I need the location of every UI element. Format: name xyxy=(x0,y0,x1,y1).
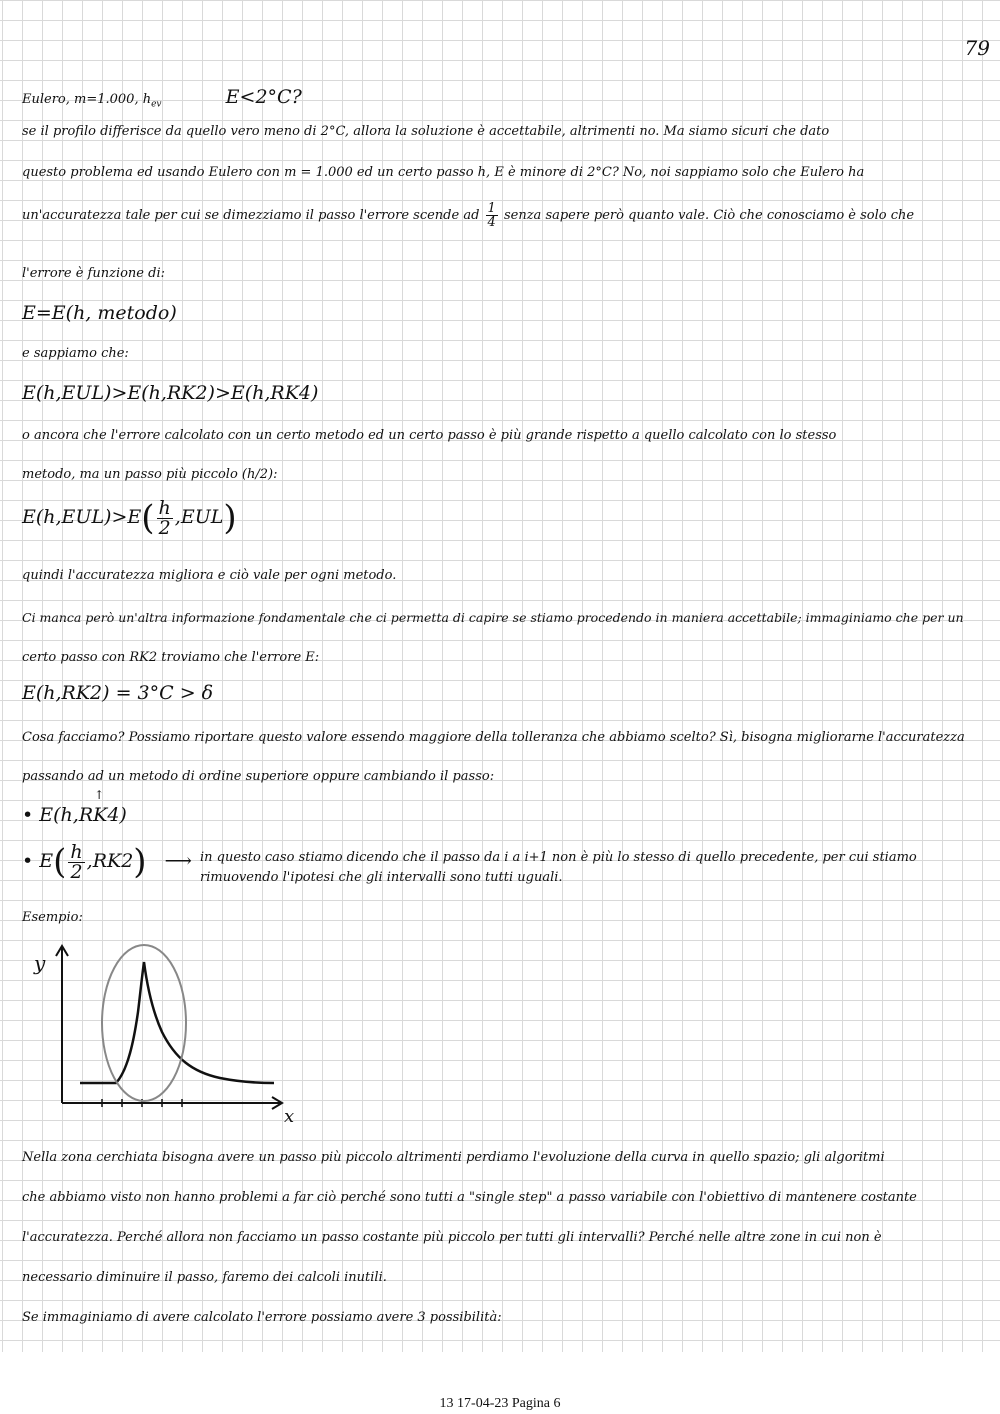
formula-half-step-a: E(h,EUL)>E xyxy=(22,506,142,528)
arrow-right-icon: ⟶ xyxy=(164,850,192,872)
fraction-denominator: 2 xyxy=(158,516,171,539)
text-line-10: metodo, ma un passo più piccolo (h/2): xyxy=(22,467,278,482)
text-para-5: Se immaginiamo di avere calcolato l'errore possiamo avere 3 possibilità: xyxy=(22,1310,502,1325)
text-para-2: che abbiamo visto non hanno problemi a far ciò perché sono tutti a "single step" a passo variabile con l'obiettivo di mantenere costante xyxy=(22,1190,917,1205)
fraction-h-over-2 xyxy=(68,840,84,883)
fraction-denominator: 2 xyxy=(70,860,83,883)
text-line-4b: senza sapere però quanto vale. Ciò che conosciamo è solo che xyxy=(503,208,915,223)
x-axis-label: x xyxy=(284,1106,295,1125)
fraction-numerator: 1 xyxy=(487,201,496,216)
formula-error-ordering: E(h,EUL)>E(h,RK2)>E(h,RK4) xyxy=(22,382,319,404)
fraction-numerator: h xyxy=(70,840,83,863)
bullet-dot: • xyxy=(22,850,34,872)
text-line-4 xyxy=(22,202,914,229)
formula-error-function: E=E(h, metodo) xyxy=(22,302,177,324)
page-footer: 13 17-04-23 Pagina 6 xyxy=(439,1396,561,1411)
formula-rk2-error: E(h,RK2) = 3°C > δ xyxy=(22,682,214,704)
text-line-17: passando ad un metodo di ordine superiore oppure cambiando il passo: xyxy=(22,769,495,784)
formula-half-step-b: ,EUL xyxy=(174,506,224,528)
text-line-2: se il profilo differisce da quello vero meno di 2°C, allora la soluzione è accettabile, altrimenti no. Ma siamo sicuri che dato xyxy=(22,124,830,139)
bullet-rk4 xyxy=(22,804,127,826)
text-line-9: o ancora che l'errore calcolato con un certo metodo ed un certo passo è più grande rispetto a quello calcolato con lo stesso xyxy=(22,428,837,443)
bullet-rk2-pre: E xyxy=(39,850,54,872)
text-line-14: certo passo con RK2 troviamo che l'errore E: xyxy=(22,650,320,665)
fraction-h-over-2 xyxy=(157,496,173,539)
text-line-7: e sappiamo che: xyxy=(22,346,129,361)
text-para-3: l'accuratezza. Perché allora non facciamo un passo costante più piccolo per tutti gli intervalli? Perché nelle altre zone in cui non è xyxy=(22,1230,882,1245)
fraction-one-quarter xyxy=(486,202,498,229)
fraction-numerator: h xyxy=(158,496,171,519)
bullet-rk2-half-step: • E( $\frac{h}{2}$ ,RK2) ⟶ xyxy=(22,840,192,883)
text-line-3: questo problema ed usando Eulero con m = 1.000 ed un certo passo h, E è minore di 2°C? No, noi sappiamo solo che Eulero ha xyxy=(22,165,865,180)
line-eulero-text: Eulero, m=1.000, h xyxy=(22,92,152,107)
text-line-13: Ci manca però un'altra informazione fondamentale che ci permetta di capire se stiamo procedendo in maniera accettabile; immaginiamo che per un xyxy=(22,610,964,625)
bullet-rk4-pre: E(h, xyxy=(39,804,79,826)
note-line-2: rimuovendo l'ipotesi che gli intervalli sono tutti uguali. xyxy=(200,870,563,885)
text-para-4: necessario diminuire il passo, faremo dei calcoli inutili. xyxy=(22,1270,387,1285)
note-line-1: in questo caso stiamo dicendo che il passo da i a i+1 non è più lo stesso di quello precedente, per cui stiamo xyxy=(200,850,917,865)
line-eulero: Eulero, m=1.000, $h_{ev}$ E<2°C? xyxy=(22,86,302,110)
text-line-16: Cosa facciamo? Possiamo riportare questo valore essendo maggiore della tolleranza che abbiamo scelto? Sì, bisogna migliorarne l'accuratezza xyxy=(22,730,965,745)
text-line-4a: un'accuratezza tale per cui se dimezziamo il passo l'errore scende ad xyxy=(22,208,480,223)
text-line-12: quindi l'accuratezza migliora e ciò vale per ogni metodo. xyxy=(22,568,397,583)
fraction-denominator: 4 xyxy=(487,215,496,230)
bullet-rk4-post: ) xyxy=(119,804,127,826)
line-eulero-question: E<2°C? xyxy=(225,86,302,108)
bullet-rk4-method: ↑ RK4 xyxy=(79,804,120,826)
example-sketch xyxy=(20,940,320,1125)
esempio-label: Esempio: xyxy=(22,910,83,925)
bullet-dot: • xyxy=(22,804,34,826)
text-line-5: l'errore è funzione di: xyxy=(22,266,165,281)
y-axis-label: y xyxy=(34,951,46,975)
page-number: 79 xyxy=(964,36,990,60)
formula-half-step: E(h,EUL)>E( $\frac{h}{2}$ ,EUL) xyxy=(22,496,237,539)
bullet-rk2-post: ,RK2 xyxy=(86,850,134,872)
text-para-1: Nella zona cerchiata bisogna avere un passo più piccolo altrimenti perdiamo l'evoluzione della curva in quello spazio; gli algoritmi xyxy=(22,1150,885,1165)
